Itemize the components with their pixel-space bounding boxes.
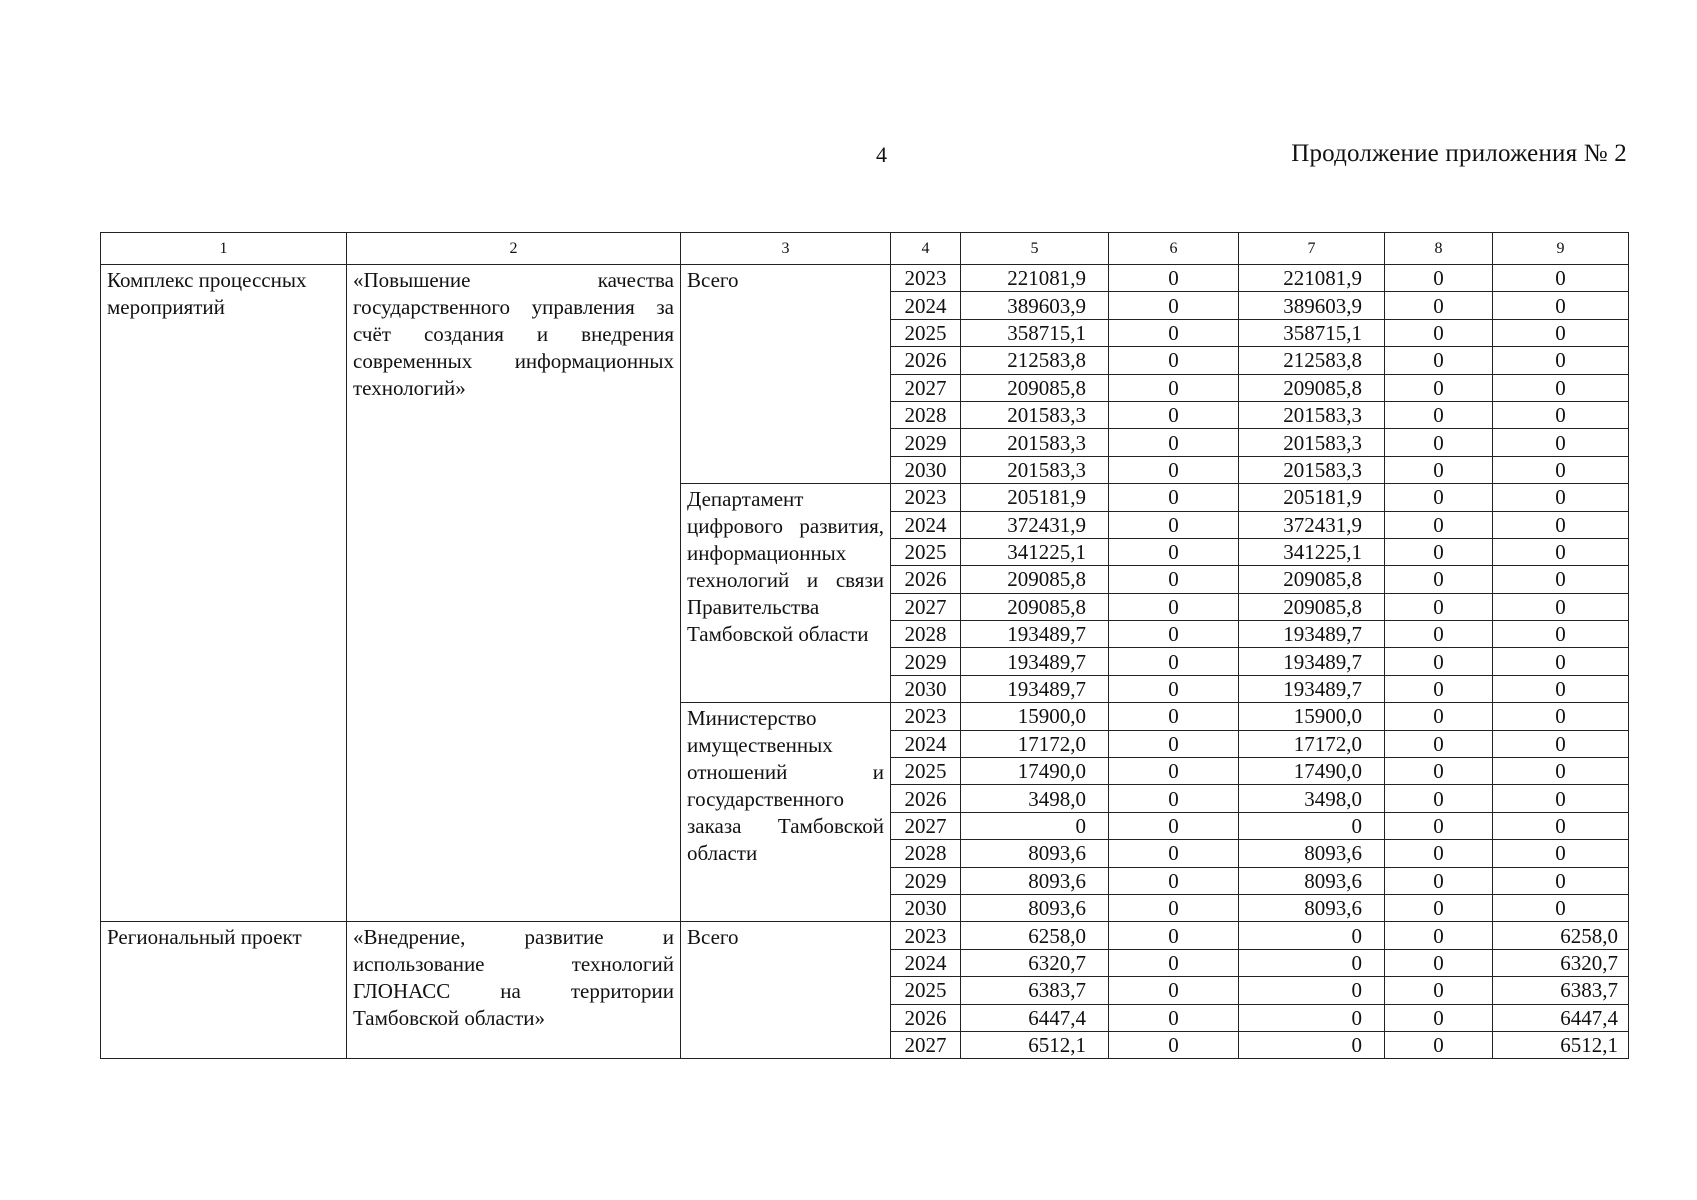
year-cell: 2027 (891, 1031, 961, 1058)
program-type-cell: Комплекс процессных мероприятий (101, 265, 347, 922)
amount-cell: 0 (1385, 977, 1493, 1004)
amount-cell: 0 (1109, 319, 1239, 346)
amount-cell: 0 (1493, 429, 1629, 456)
amount-cell: 8093,6 (961, 894, 1109, 921)
amount-cell: 0 (1385, 812, 1493, 839)
amount-cell: 0 (1239, 812, 1385, 839)
amount-cell: 193489,7 (1239, 621, 1385, 648)
amount-cell: 0 (1109, 894, 1239, 921)
amount-cell: 0 (1385, 621, 1493, 648)
year-cell: 2023 (891, 922, 961, 949)
year-cell: 2023 (891, 265, 961, 292)
program-name-cell: «Повышение качества государственного управления за счёт создания и внедрения современных информационных технологий» (347, 265, 681, 922)
amount-cell: 341225,1 (1239, 538, 1385, 565)
amount-cell: 201583,3 (961, 401, 1109, 428)
amount-cell: 15900,0 (961, 703, 1109, 730)
amount-cell: 0 (1385, 867, 1493, 894)
amount-cell: 6512,1 (961, 1031, 1109, 1058)
column-header: 4 (891, 233, 961, 265)
amount-cell: 209085,8 (961, 566, 1109, 593)
amount-cell: 0 (1385, 894, 1493, 921)
amount-cell: 0 (1109, 374, 1239, 401)
amount-cell: 0 (1385, 922, 1493, 949)
amount-cell: 209085,8 (1239, 566, 1385, 593)
amount-cell: 209085,8 (1239, 593, 1385, 620)
year-cell: 2024 (891, 511, 961, 538)
amount-cell: 6447,4 (961, 1004, 1109, 1031)
amount-cell: 0 (1493, 292, 1629, 319)
amount-cell: 0 (1109, 977, 1239, 1004)
amount-cell: 193489,7 (1239, 648, 1385, 675)
amount-cell: 0 (1493, 484, 1629, 511)
amount-cell: 201583,3 (961, 429, 1109, 456)
column-header: 2 (347, 233, 681, 265)
amount-cell: 201583,3 (1239, 401, 1385, 428)
amount-cell: 3498,0 (961, 785, 1109, 812)
amount-cell: 0 (1493, 621, 1629, 648)
amount-cell: 0 (1109, 703, 1239, 730)
amount-cell: 0 (1239, 949, 1385, 976)
amount-cell: 0 (1109, 347, 1239, 374)
year-cell: 2024 (891, 949, 961, 976)
amount-cell: 0 (1109, 401, 1239, 428)
amount-cell: 205181,9 (1239, 484, 1385, 511)
amount-cell: 0 (1385, 456, 1493, 483)
amount-cell: 0 (1493, 675, 1629, 702)
amount-cell: 0 (1385, 758, 1493, 785)
amount-cell: 372431,9 (961, 511, 1109, 538)
column-header: 8 (1385, 233, 1493, 265)
year-cell: 2024 (891, 292, 961, 319)
amount-cell: 0 (1385, 648, 1493, 675)
program-type-cell: Региональный проект (101, 922, 347, 1059)
amount-cell: 6258,0 (1493, 922, 1629, 949)
amount-cell: 8093,6 (1239, 840, 1385, 867)
amount-cell: 0 (1385, 401, 1493, 428)
amount-cell: 0 (1493, 456, 1629, 483)
amount-cell: 0 (1493, 703, 1629, 730)
year-cell: 2030 (891, 894, 961, 921)
year-cell: 2027 (891, 374, 961, 401)
amount-cell: 0 (1493, 867, 1629, 894)
amount-cell: 0 (1239, 922, 1385, 949)
amount-cell: 6383,7 (961, 977, 1109, 1004)
amount-cell: 201583,3 (961, 456, 1109, 483)
amount-cell: 0 (1493, 593, 1629, 620)
appendix-title: Продолжение приложения № 2 (1291, 140, 1627, 167)
amount-cell: 6258,0 (961, 922, 1109, 949)
year-cell: 2029 (891, 867, 961, 894)
year-cell: 2025 (891, 319, 961, 346)
amount-cell: 0 (1493, 566, 1629, 593)
amount-cell: 17172,0 (1239, 730, 1385, 757)
amount-cell: 0 (1385, 949, 1493, 976)
amount-cell: 8093,6 (961, 867, 1109, 894)
amount-cell: 0 (1493, 840, 1629, 867)
program-name-cell: «Внедрение, развитие и использование технологий ГЛОНАСС на территории Тамбовской области» (347, 922, 681, 1059)
amount-cell: 372431,9 (1239, 511, 1385, 538)
amount-cell: 209085,8 (1239, 374, 1385, 401)
column-header: 5 (961, 233, 1109, 265)
amount-cell: 0 (1493, 319, 1629, 346)
amount-cell: 0 (1109, 949, 1239, 976)
amount-cell: 221081,9 (1239, 265, 1385, 292)
year-cell: 2028 (891, 401, 961, 428)
amount-cell: 201583,3 (1239, 429, 1385, 456)
amount-cell: 8093,6 (1239, 867, 1385, 894)
amount-cell: 0 (1493, 347, 1629, 374)
amount-cell: 0 (1493, 785, 1629, 812)
amount-cell: 0 (1385, 703, 1493, 730)
year-cell: 2028 (891, 621, 961, 648)
amount-cell: 0 (1109, 265, 1239, 292)
year-cell: 2026 (891, 566, 961, 593)
amount-cell: 0 (1385, 429, 1493, 456)
amount-cell: 0 (1385, 593, 1493, 620)
amount-cell: 193489,7 (961, 648, 1109, 675)
year-cell: 2027 (891, 812, 961, 839)
year-cell: 2023 (891, 703, 961, 730)
column-header: 3 (681, 233, 891, 265)
amount-cell: 0 (1493, 648, 1629, 675)
amount-cell: 0 (1109, 758, 1239, 785)
table-row (101, 265, 1629, 292)
column-header: 9 (1493, 233, 1629, 265)
funding-table (100, 232, 1629, 1059)
amount-cell: 0 (1109, 840, 1239, 867)
amount-cell: 0 (1493, 730, 1629, 757)
amount-cell: 0 (1109, 429, 1239, 456)
amount-cell: 0 (1109, 867, 1239, 894)
year-cell: 2025 (891, 977, 961, 1004)
amount-cell: 209085,8 (961, 374, 1109, 401)
amount-cell: 0 (1385, 319, 1493, 346)
amount-cell: 0 (1385, 538, 1493, 565)
year-cell: 2029 (891, 648, 961, 675)
amount-cell: 212583,8 (961, 347, 1109, 374)
amount-cell: 0 (1385, 840, 1493, 867)
column-header: 7 (1239, 233, 1385, 265)
amount-cell: 0 (1493, 538, 1629, 565)
amount-cell: 0 (1109, 730, 1239, 757)
year-cell: 2025 (891, 538, 961, 565)
amount-cell: 0 (1385, 566, 1493, 593)
year-cell: 2026 (891, 1004, 961, 1031)
amount-cell: 0 (1109, 621, 1239, 648)
year-cell: 2027 (891, 593, 961, 620)
amount-cell: 15900,0 (1239, 703, 1385, 730)
year-cell: 2030 (891, 456, 961, 483)
amount-cell: 205181,9 (961, 484, 1109, 511)
amount-cell: 0 (1239, 977, 1385, 1004)
year-cell: 2026 (891, 785, 961, 812)
year-cell: 2024 (891, 730, 961, 757)
year-cell: 2025 (891, 758, 961, 785)
amount-cell: 0 (1493, 758, 1629, 785)
amount-cell: 221081,9 (961, 265, 1109, 292)
amount-cell: 6320,7 (1493, 949, 1629, 976)
amount-cell: 0 (1385, 1031, 1493, 1058)
amount-cell: 358715,1 (961, 319, 1109, 346)
table-body (101, 265, 1629, 1059)
amount-cell: 0 (1385, 785, 1493, 812)
amount-cell: 0 (1493, 511, 1629, 538)
executor-cell: Всего (681, 922, 891, 1059)
amount-cell: 341225,1 (961, 538, 1109, 565)
amount-cell: 0 (1385, 730, 1493, 757)
amount-cell: 0 (1493, 894, 1629, 921)
amount-cell: 201583,3 (1239, 456, 1385, 483)
amount-cell: 0 (1385, 484, 1493, 511)
executor-cell: Департамент цифрового развития, информационных технологий и связи Правительства Тамбовской области (681, 484, 891, 703)
amount-cell: 0 (1109, 812, 1239, 839)
amount-cell: 0 (1109, 785, 1239, 812)
amount-cell: 0 (1385, 1004, 1493, 1031)
table-row (101, 922, 1629, 949)
amount-cell: 209085,8 (961, 593, 1109, 620)
amount-cell: 193489,7 (961, 621, 1109, 648)
amount-cell: 0 (1239, 1031, 1385, 1058)
amount-cell: 17172,0 (961, 730, 1109, 757)
amount-cell: 6320,7 (961, 949, 1109, 976)
amount-cell: 0 (1109, 484, 1239, 511)
amount-cell: 17490,0 (961, 758, 1109, 785)
column-header: 1 (101, 233, 347, 265)
amount-cell: 0 (1385, 292, 1493, 319)
amount-cell: 0 (1109, 1004, 1239, 1031)
amount-cell: 0 (1385, 511, 1493, 538)
amount-cell: 193489,7 (1239, 675, 1385, 702)
amount-cell: 0 (1385, 675, 1493, 702)
amount-cell: 0 (1385, 265, 1493, 292)
amount-cell: 0 (1239, 1004, 1385, 1031)
amount-cell: 0 (1109, 566, 1239, 593)
year-cell: 2028 (891, 840, 961, 867)
column-header: 6 (1109, 233, 1239, 265)
year-cell: 2026 (891, 347, 961, 374)
amount-cell: 17490,0 (1239, 758, 1385, 785)
amount-cell: 0 (1385, 374, 1493, 401)
executor-cell: Всего (681, 265, 891, 484)
amount-cell: 0 (1493, 265, 1629, 292)
amount-cell: 6447,4 (1493, 1004, 1629, 1031)
amount-cell: 0 (1109, 456, 1239, 483)
year-cell: 2029 (891, 429, 961, 456)
header-row (101, 233, 1629, 265)
amount-cell: 0 (1385, 347, 1493, 374)
page-number: 4 (876, 142, 887, 167)
amount-cell: 6512,1 (1493, 1031, 1629, 1058)
amount-cell: 0 (1109, 511, 1239, 538)
amount-cell: 0 (1493, 812, 1629, 839)
amount-cell: 0 (1109, 593, 1239, 620)
amount-cell: 0 (1109, 675, 1239, 702)
amount-cell: 8093,6 (961, 840, 1109, 867)
amount-cell: 389603,9 (961, 292, 1109, 319)
amount-cell: 0 (1493, 374, 1629, 401)
year-cell: 2030 (891, 675, 961, 702)
amount-cell: 0 (1109, 922, 1239, 949)
amount-cell: 358715,1 (1239, 319, 1385, 346)
amount-cell: 0 (961, 812, 1109, 839)
amount-cell: 0 (1493, 401, 1629, 428)
amount-cell: 212583,8 (1239, 347, 1385, 374)
amount-cell: 389603,9 (1239, 292, 1385, 319)
executor-cell: Министерство имущественных отношений и государственного заказа Тамбовской области (681, 703, 891, 922)
amount-cell: 0 (1109, 648, 1239, 675)
amount-cell: 6383,7 (1493, 977, 1629, 1004)
amount-cell: 3498,0 (1239, 785, 1385, 812)
amount-cell: 0 (1109, 292, 1239, 319)
year-cell: 2023 (891, 484, 961, 511)
amount-cell: 8093,6 (1239, 894, 1385, 921)
amount-cell: 0 (1109, 538, 1239, 565)
amount-cell: 193489,7 (961, 675, 1109, 702)
amount-cell: 0 (1109, 1031, 1239, 1058)
